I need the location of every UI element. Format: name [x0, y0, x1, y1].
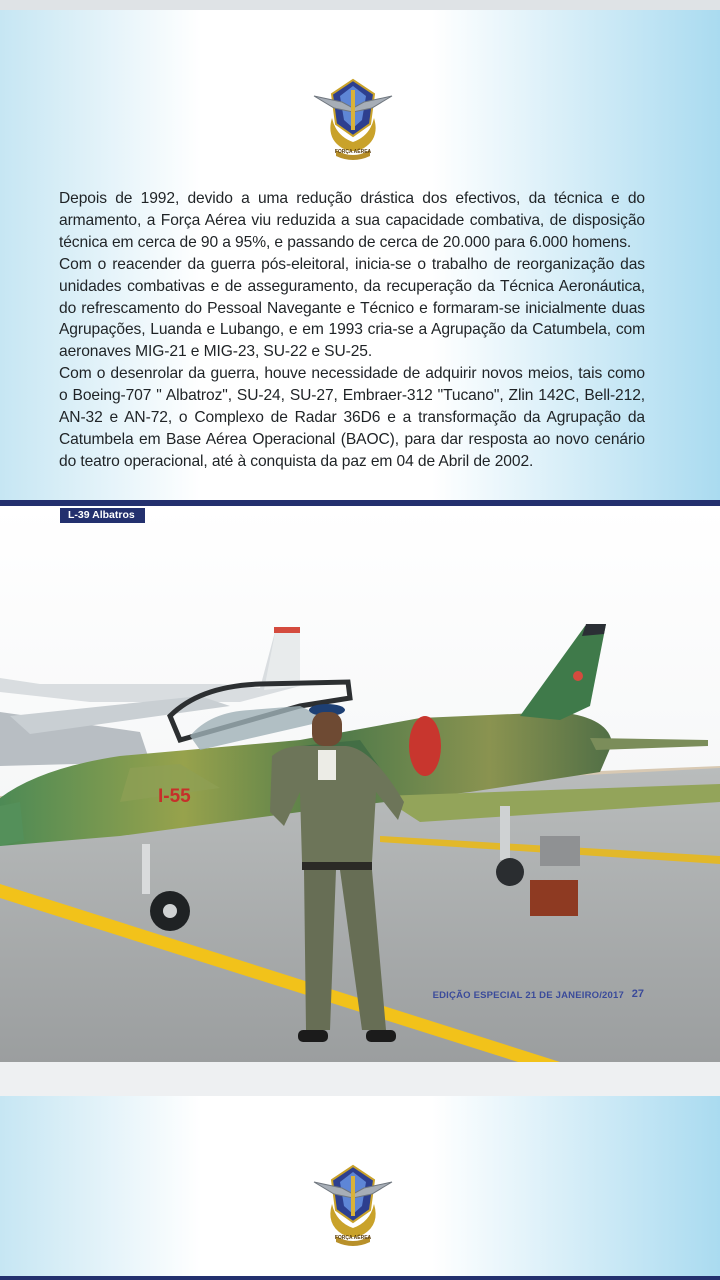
page-gap [0, 1062, 720, 1096]
emblem-motto-bottom: FORÇA AÉREA [334, 1235, 372, 1241]
article-paragraph-3: Com o desenrolar da guerra, houve necessidade de adquirir novos meios, tais como o Boeing-707 " Albatroz", SU-24, SU-27, Embraer-312 "Tucano", Zlin 142C, Bell-212, AN-32 e AN-72, o Complexo de Radar 36D6 e a transformação da Agrupação da Catumbela em Base Aérea Operacional (BAOC), para dar resposta ao novo cenário do teatro operacional, até à conquista da paz em 04 de Abril de 2002. [59, 365, 645, 470]
aircraft-photo [0, 506, 720, 1062]
article-paragraph-2: Com o reacender da guerra pós-eleitoral, inicia-se o trabalho de reorganização das unidades combativas e de asseguramento, da recuperação da Técnica Aeronáutica, do refrescamento do Pessoal Navegante e Técnico e formaram-se inicialmente duas Agrupações, Luanda e Lubango, e em 1993 cria-se a Agrupação da Catumbela, com aeronaves MIG-21 e MIG-23, SU-22 e SU-25. [59, 255, 645, 361]
tail-code: I-55 [158, 786, 191, 807]
page-number: 27 [631, 988, 644, 1000]
emblem-motto: FORÇA AÉREA [334, 149, 372, 155]
article-body [59, 188, 645, 473]
article-paragraph-1: Depois de 1992, devido a uma redução drástica dos efectivos, da técnica e do armamento, a Força Aérea viu reduzida a sua capacidade combativa, de disposição técnica em cerca de 90 a 95%, e passando de cerca de 20.000 para 6.000 homens. [59, 190, 645, 251]
edition-label: EDIÇÃO ESPECIAL 21 DE JANEIRO/2017 [432, 990, 624, 1001]
bottom-edge [0, 1276, 720, 1280]
photo-caption: L-39 Albatros [60, 508, 145, 523]
top-strip [0, 0, 720, 10]
